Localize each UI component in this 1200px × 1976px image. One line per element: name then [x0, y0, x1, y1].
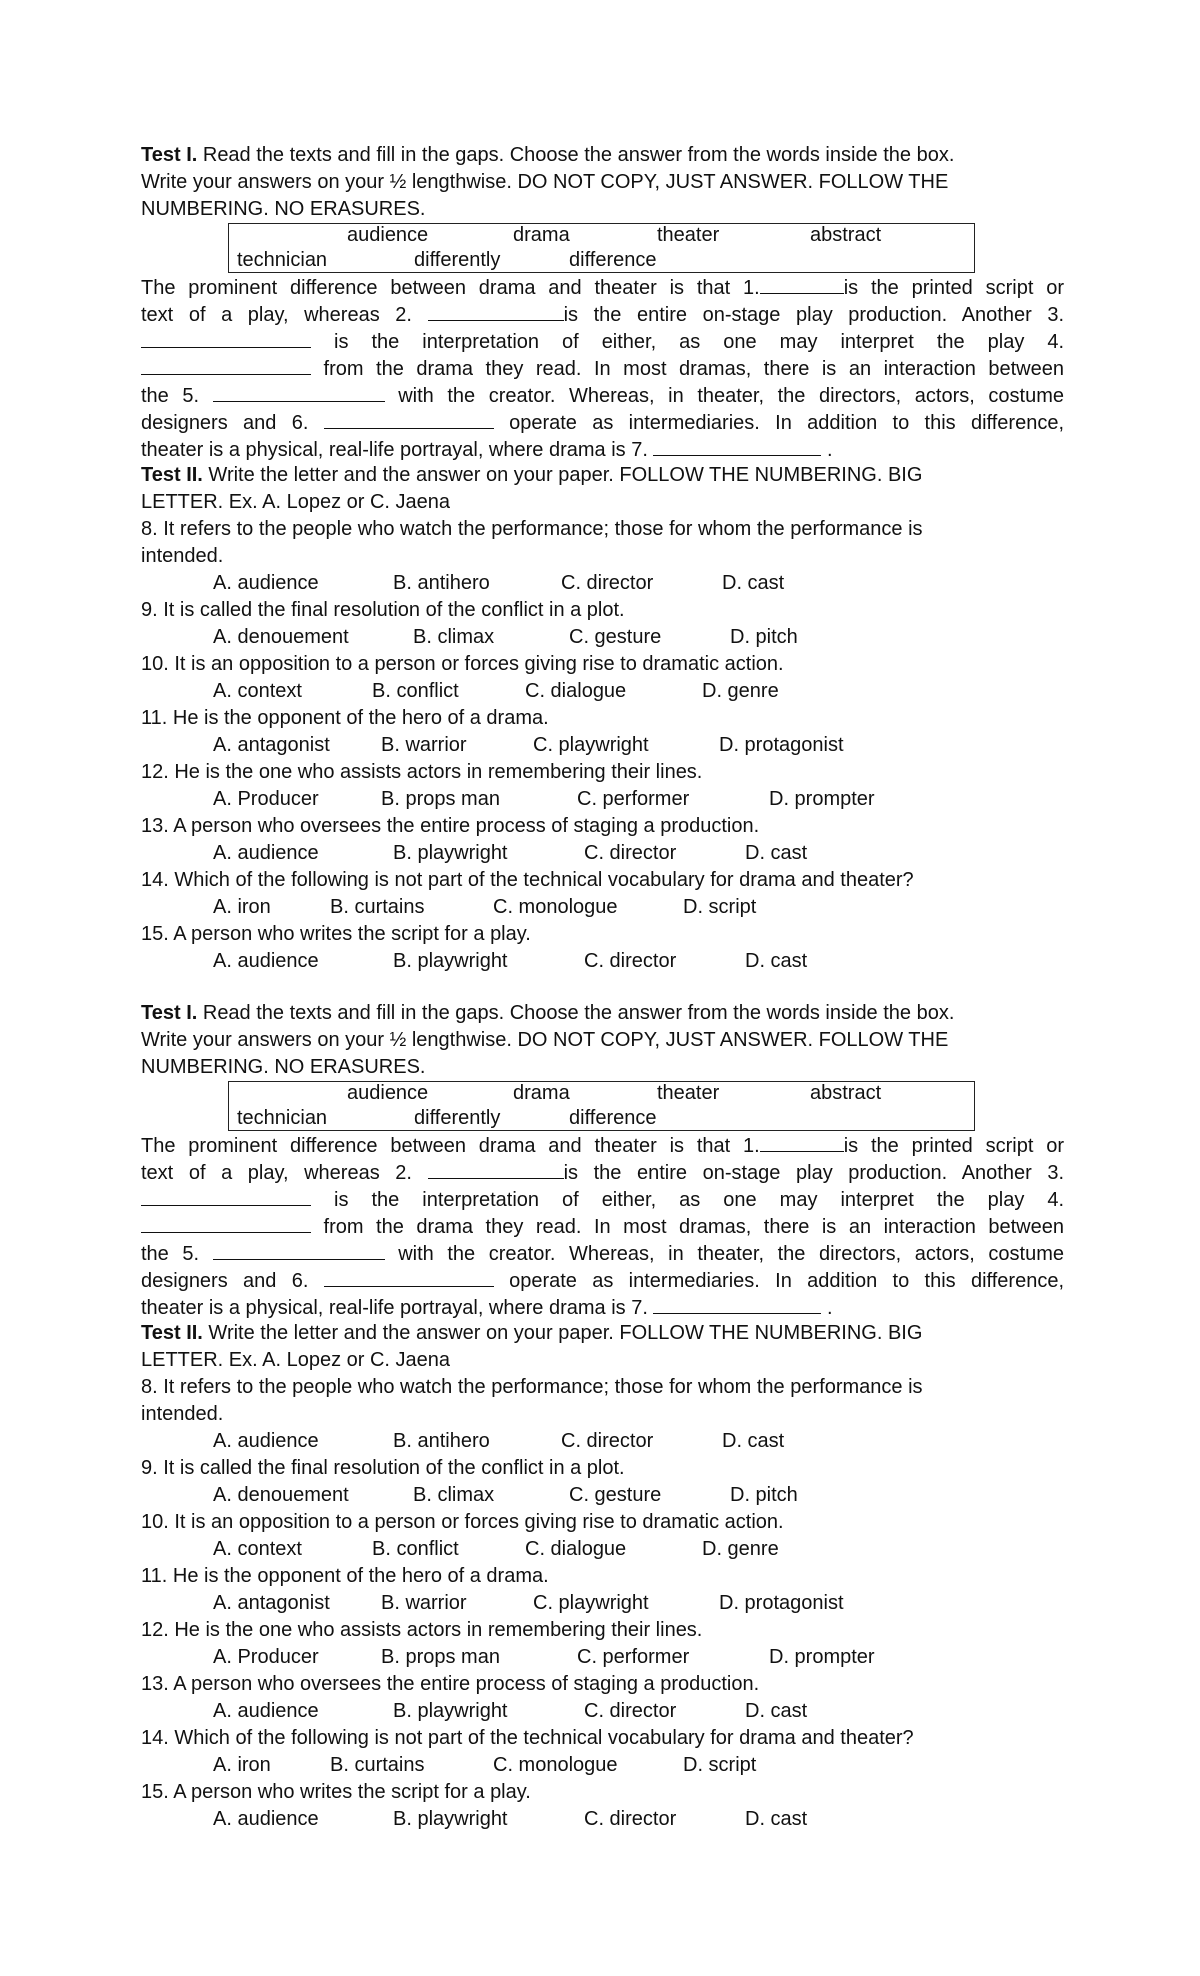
question-text: 8. It refers to the people who watch the performance; those for whom the performance is: [141, 1376, 923, 1398]
test1-instruction-line: [141, 1000, 1064, 1027]
answer-blank-5: [213, 381, 385, 402]
answer-option: C. director: [584, 842, 677, 864]
answer-options: [141, 840, 1064, 867]
test2-instruction-line: [141, 1320, 1064, 1347]
answer-option: A. audience: [213, 950, 319, 972]
answer-blank-6: [324, 1266, 494, 1287]
question-text-continued: intended.: [141, 1403, 224, 1425]
answer-option: D. cast: [745, 950, 808, 972]
passage-line: The prominent difference between drama and theater is that 1. is the printed script or: [141, 1131, 1064, 1158]
word-bank-word: theater: [657, 224, 720, 246]
question-text: 10. It is an opposition to a person or forces giving rise to dramatic action.: [141, 653, 784, 675]
answer-option: D. protagonist: [719, 734, 844, 756]
answer-option: B. warrior: [381, 734, 467, 756]
answer-option: C. playwright: [533, 1592, 649, 1614]
answer-blank-4: [141, 1212, 311, 1233]
question-text: 12. He is the one who assists actors in remembering their lines.: [141, 761, 703, 783]
question-text: 14. Which of the following is not part of the technical vocabulary for drama and theater?: [141, 1727, 914, 1749]
test2-heading: Test II.: [141, 1322, 203, 1344]
word-bank-word: abstract: [810, 224, 882, 246]
passage-line: from the drama they read. In most dramas, there is an interaction between: [141, 1212, 1064, 1239]
answer-option: A. audience: [213, 1700, 319, 1722]
answer-option: D. prompter: [769, 1646, 875, 1668]
answer-option: B. props man: [381, 788, 500, 810]
answer-option: B. antihero: [393, 1430, 490, 1452]
word-bank-word: audience: [347, 224, 429, 246]
answer-options: [141, 1752, 1064, 1779]
answer-option: D. genre: [702, 1538, 779, 1560]
answer-option: A. audience: [213, 572, 319, 594]
answer-blank-5: [213, 1239, 385, 1260]
answer-option: D. script: [683, 1754, 757, 1776]
answer-option: C. gesture: [569, 626, 662, 648]
answer-options: [141, 732, 1064, 759]
answer-option: C. monologue: [493, 1754, 618, 1776]
test1-instruction: Read the texts and fill in the gaps. Choose the answer from the words inside the box.: [197, 1002, 955, 1024]
passage-line: the 5. with the creator. Whereas, in theater, the directors, actors, costume: [141, 1239, 1064, 1266]
word-bank-word: drama: [513, 1082, 570, 1104]
answer-option: D. prompter: [769, 788, 875, 810]
answer-blank-2: [428, 1158, 564, 1179]
answer-option: A. iron: [213, 896, 271, 918]
passage-line: designers and 6. operate as intermediaries. In addition to this difference,: [141, 408, 1064, 435]
answer-option: C. performer: [577, 1646, 690, 1668]
answer-option: A. audience: [213, 842, 319, 864]
answer-options: [141, 1644, 1064, 1671]
passage-line: designers and 6. operate as intermediaries. In addition to this difference,: [141, 1266, 1064, 1293]
test2-instruction-line: [141, 462, 1064, 489]
question-text: 13. A person who oversees the entire process of staging a production.: [141, 1673, 760, 1695]
answer-option: B. conflict: [372, 680, 459, 702]
word-bank-box: [228, 223, 975, 273]
answer-option: A. antagonist: [213, 734, 330, 756]
answer-blank-1: [760, 1131, 844, 1152]
word-bank-word: technician: [237, 249, 328, 271]
answer-blank-2: [428, 300, 564, 321]
word-bank-word: difference: [569, 249, 657, 271]
answer-option: D. cast: [722, 1430, 785, 1452]
question-text: 8. It refers to the people who watch the performance; those for whom the performance is: [141, 518, 923, 540]
answer-options: [141, 570, 1064, 597]
test1-instruction-line: [141, 142, 1064, 169]
answer-option: B. playwright: [393, 842, 508, 864]
answer-option: A. iron: [213, 1754, 271, 1776]
answer-option: C. director: [561, 1430, 654, 1452]
passage-line: text of a play, whereas 2. is the entire on-stage play production. Another 3.: [141, 1158, 1064, 1185]
answer-options: [141, 1806, 1064, 1833]
test1-instruction-line: Write your answers on your ½ lengthwise. DO NOT COPY, JUST ANSWER. FOLLOW THE: [141, 1029, 949, 1051]
question-text: 12. He is the one who assists actors in remembering their lines.: [141, 1619, 703, 1641]
answer-option: C. director: [561, 572, 654, 594]
answer-blank-4: [141, 354, 311, 375]
answer-option: C. director: [584, 1808, 677, 1830]
word-bank-word: theater: [657, 1082, 720, 1104]
answer-options: [141, 786, 1064, 813]
answer-option: A. audience: [213, 1430, 319, 1452]
answer-option: A. context: [213, 680, 302, 702]
worksheet-copy: [141, 142, 1064, 975]
answer-options: [141, 1698, 1064, 1725]
answer-option: B. props man: [381, 1646, 500, 1668]
answer-option: A. Producer: [213, 1646, 319, 1668]
test2-heading: Test II.: [141, 464, 203, 486]
test2-instruction: Write the letter and the answer on your paper. FOLLOW THE NUMBERING. BIG: [202, 464, 923, 486]
test2-instruction-line: LETTER. Ex. A. Lopez or C. Jaena: [141, 1349, 451, 1371]
answer-option: D. genre: [702, 680, 779, 702]
answer-option: B. curtains: [330, 1754, 425, 1776]
test1-instruction: Read the texts and fill in the gaps. Choose the answer from the words inside the box.: [197, 144, 955, 166]
answer-blank-7: [653, 435, 821, 456]
answer-option: A. denouement: [213, 1484, 349, 1506]
answer-option: D. pitch: [730, 1484, 798, 1506]
answer-option: B. warrior: [381, 1592, 467, 1614]
answer-option: C. director: [584, 950, 677, 972]
answer-option: B. antihero: [393, 572, 490, 594]
question-text: 15. A person who writes the script for a play.: [141, 1781, 531, 1803]
answer-options: [141, 948, 1064, 975]
passage-line: theater is a physical, real-life portrayal, where drama is 7. .: [141, 435, 1064, 462]
answer-option: D. script: [683, 896, 757, 918]
answer-options: [141, 1590, 1064, 1617]
answer-option: C. playwright: [533, 734, 649, 756]
answer-option: D. cast: [745, 842, 808, 864]
test1-instruction-line: NUMBERING. NO ERASURES.: [141, 198, 426, 220]
answer-option: C. director: [584, 1700, 677, 1722]
answer-options: [141, 1428, 1064, 1455]
word-bank-word: drama: [513, 224, 570, 246]
word-bank-word: differently: [414, 249, 501, 271]
answer-blank-1: [760, 273, 844, 294]
answer-options: [141, 1536, 1064, 1563]
answer-option: D. cast: [745, 1700, 808, 1722]
answer-blank-3: [141, 327, 311, 348]
passage-line: text of a play, whereas 2. is the entire on-stage play production. Another 3.: [141, 300, 1064, 327]
answer-option: D. pitch: [730, 626, 798, 648]
question-text: 10. It is an opposition to a person or forces giving rise to dramatic action.: [141, 1511, 784, 1533]
answer-option: A. antagonist: [213, 1592, 330, 1614]
test1-heading: Test I.: [141, 1002, 198, 1024]
answer-option: A. audience: [213, 1808, 319, 1830]
answer-option: B. playwright: [393, 950, 508, 972]
answer-option: B. playwright: [393, 1700, 508, 1722]
answer-option: D. cast: [722, 572, 785, 594]
passage-line: theater is a physical, real-life portrayal, where drama is 7. .: [141, 1293, 1064, 1320]
test1-heading: Test I.: [141, 144, 198, 166]
passage-line: the 5. with the creator. Whereas, in theater, the directors, actors, costume: [141, 381, 1064, 408]
word-bank-word: audience: [347, 1082, 429, 1104]
word-bank-word: technician: [237, 1107, 328, 1129]
word-bank-word: differently: [414, 1107, 501, 1129]
answer-options: [141, 624, 1064, 651]
answer-options: [141, 1482, 1064, 1509]
answer-option: C. dialogue: [525, 1538, 627, 1560]
answer-option: A. context: [213, 1538, 302, 1560]
passage-line: is the interpretation of either, as one may interpret the play 4.: [141, 327, 1064, 354]
answer-option: B. curtains: [330, 896, 425, 918]
test1-instruction-line: Write your answers on your ½ lengthwise. DO NOT COPY, JUST ANSWER. FOLLOW THE: [141, 171, 949, 193]
question-text: 13. A person who oversees the entire process of staging a production.: [141, 815, 760, 837]
answer-option: B. conflict: [372, 1538, 459, 1560]
answer-option: C. monologue: [493, 896, 618, 918]
answer-option: B. climax: [413, 626, 495, 648]
answer-blank-7: [653, 1293, 821, 1314]
answer-option: C. performer: [577, 788, 690, 810]
answer-option: B. playwright: [393, 1808, 508, 1830]
answer-option: C. gesture: [569, 1484, 662, 1506]
worksheet-copy: [141, 1000, 1064, 1833]
word-bank-word: abstract: [810, 1082, 882, 1104]
passage-line: from the drama they read. In most dramas, there is an interaction between: [141, 354, 1064, 381]
word-bank-word: difference: [569, 1107, 657, 1129]
question-text: 11. He is the opponent of the hero of a drama.: [141, 707, 549, 729]
word-bank-box: [228, 1081, 975, 1131]
passage-line: The prominent difference between drama and theater is that 1. is the printed script or: [141, 273, 1064, 300]
question-text: 11. He is the opponent of the hero of a drama.: [141, 1565, 549, 1587]
question-text-continued: intended.: [141, 545, 224, 567]
answer-blank-3: [141, 1185, 311, 1206]
answer-option: A. denouement: [213, 626, 349, 648]
test2-instruction-line: LETTER. Ex. A. Lopez or C. Jaena: [141, 491, 451, 513]
question-text: 9. It is called the final resolution of the conflict in a plot.: [141, 1457, 625, 1479]
question-text: 9. It is called the final resolution of the conflict in a plot.: [141, 599, 625, 621]
passage-line: is the interpretation of either, as one may interpret the play 4.: [141, 1185, 1064, 1212]
answer-option: C. dialogue: [525, 680, 627, 702]
answer-option: A. Producer: [213, 788, 319, 810]
answer-option: B. climax: [413, 1484, 495, 1506]
question-text: 14. Which of the following is not part of the technical vocabulary for drama and theater?: [141, 869, 914, 891]
answer-blank-6: [324, 408, 494, 429]
answer-options: [141, 678, 1064, 705]
answer-option: D. cast: [745, 1808, 808, 1830]
answer-options: [141, 894, 1064, 921]
test2-instruction: Write the letter and the answer on your paper. FOLLOW THE NUMBERING. BIG: [202, 1322, 923, 1344]
question-text: 15. A person who writes the script for a play.: [141, 923, 531, 945]
answer-option: D. protagonist: [719, 1592, 844, 1614]
test1-instruction-line: NUMBERING. NO ERASURES.: [141, 1056, 426, 1078]
